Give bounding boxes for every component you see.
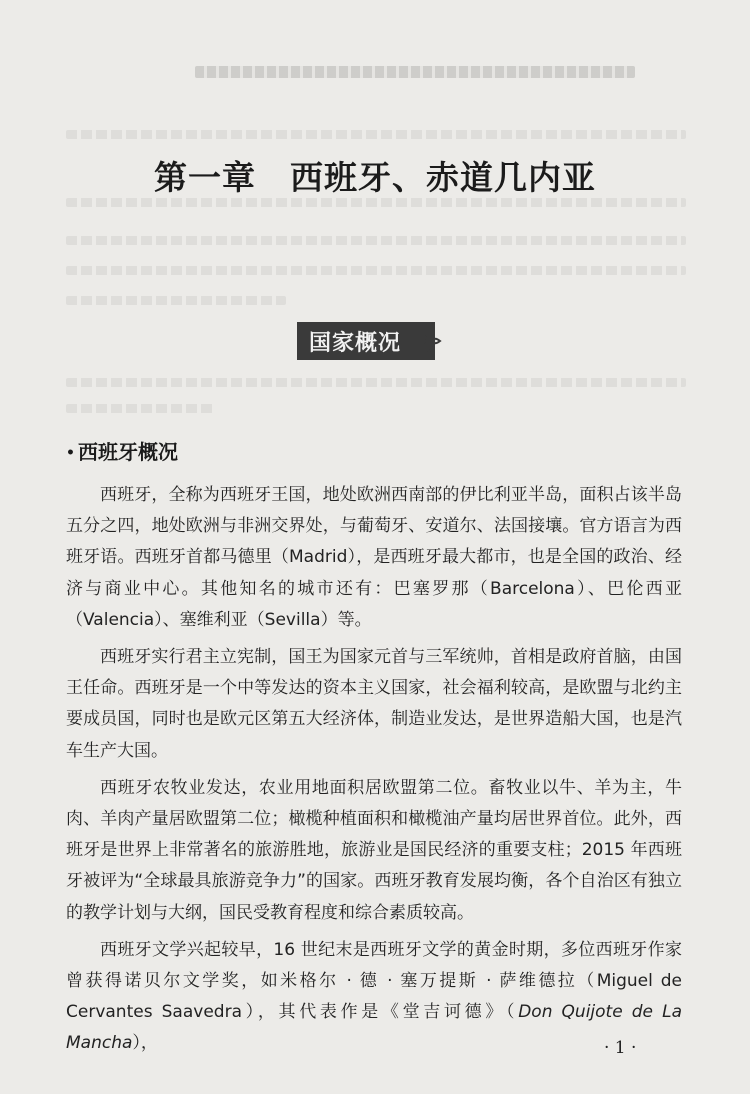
literature-text-start: 西班牙文学兴起较早，16 世纪末是西班牙文学的黄金时期，多位西班牙作家曾获得诺贝尔文学奖，如米格尔 · 德 · 塞万提斯 · 萨维德拉（Miguel de Cervantes Saavedra），其代表作是《堂吉诃德》（	[66, 939, 682, 1023]
floral-ornament-icon	[416, 328, 442, 354]
bleed-through-line	[66, 404, 216, 413]
page-number: · 1 ·	[604, 1038, 637, 1058]
bleed-through-line	[66, 266, 686, 275]
literature-text-end: ），	[132, 1033, 158, 1054]
bleed-through-line	[66, 198, 686, 207]
bleed-through-line	[66, 296, 286, 305]
bleed-through-line	[66, 378, 686, 387]
sub-heading-label: 西班牙概况	[77, 440, 178, 464]
sub-heading	[66, 436, 178, 465]
section-banner-label: 国家概况	[309, 329, 402, 356]
section-banner	[297, 322, 435, 360]
bleed-through-line	[66, 130, 686, 139]
paragraph-literature	[66, 935, 682, 1060]
paragraph-agriculture-tourism: 西班牙农牧业发达，农业用地面积居欧盟第二位。畜牧业以牛、羊为主，牛肉、羊肉产量居欧盟第二位；橄榄种植面积和橄榄油产量均居世界首位。此外，西班牙是世界上非常著名的旅游胜地，旅游业是国民经济的重要支柱；2015 年西班牙被评为“全球最具旅游竞争力”的国家。西班牙教育发展均衡，各个自治区有独立的教学计划与大纲，国民受教育程度和综合素质较高。	[66, 777, 682, 923]
paragraph-politics-economy: 西班牙实行君主立宪制，国王为国家元首与三军统帅，首相是政府首脑，由国王任命。西班牙是一个中等发达的资本主义国家，社会福利较高，是欧盟与北约主要成员国，同时也是欧元区第五大经济体，制造业发达，是世界造船大国，也是汽车生产大国。	[66, 647, 682, 761]
bleed-through-line	[66, 236, 686, 245]
body-text	[66, 480, 682, 1066]
paragraph-overview: 西班牙，全称为西班牙王国，地处欧洲西南部的伊比利亚半岛，面积占该半岛五分之四，地处欧洲与非洲交界处，与葡萄牙、安道尔、法国接壤。官方语言为西班牙语。西班牙首都马德里（Madrid），是西班牙最大都市，也是全国的政治、经济与商业中心。其他知名的城市还有：巴塞罗那（Barcelona）、巴伦西亚（Valencia）、塞维利亚（Sevilla）等。	[66, 485, 682, 630]
bleed-through-header	[195, 66, 635, 78]
bullet-icon: •	[66, 445, 75, 461]
book-title-italic: Don Quijote de La Mancha	[66, 1002, 682, 1054]
chapter-title: 第一章 西班牙、赤道几内亚	[154, 158, 596, 197]
